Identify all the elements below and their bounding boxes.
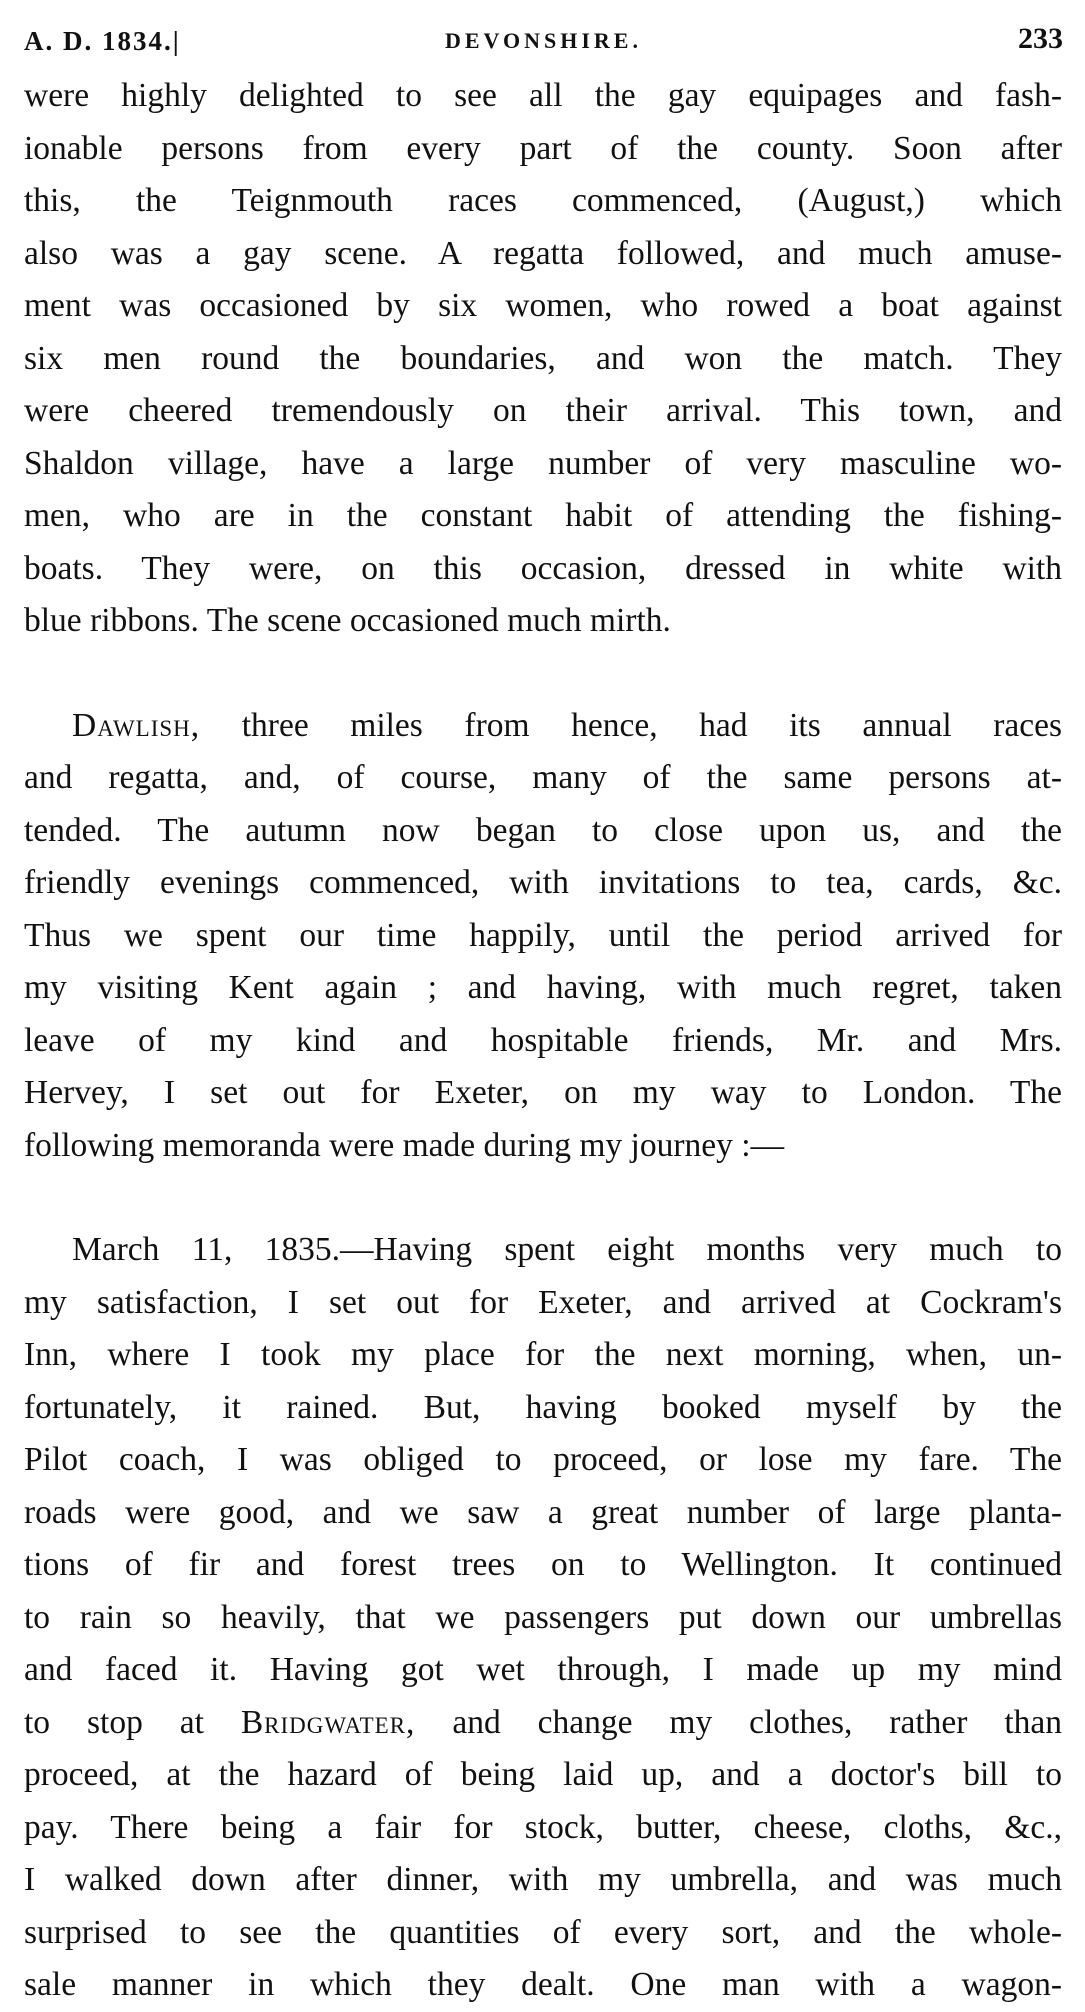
text-line: leave of my kind and hospitable friends, Mr. and Mrs. — [24, 1021, 1062, 1059]
text-line: tended. The autumn now began to close upon us, and the — [24, 811, 1062, 849]
text-run: to stop at — [24, 1703, 241, 1741]
text-line: tions of fir and forest trees on to Wellington. It continued — [24, 1546, 1062, 1583]
paragraph-3 — [24, 1224, 1062, 2012]
text-line: and faced it. Having got wet through, I made up my mind — [24, 1651, 1062, 1688]
text-line — [24, 700, 1062, 753]
text-line: ionable persons from every part of the county. Soon after — [24, 129, 1062, 167]
paragraph-2 — [24, 700, 1062, 1173]
text-line: Pilot coach, I was obliged to proceed, or lose my fare. The — [24, 1441, 1062, 1478]
text-run: and change my clothes, rather than — [415, 1703, 1062, 1741]
body-text — [24, 70, 1062, 2012]
text-line: also was a gay scene. A regatta followed, and much amuse- — [24, 234, 1062, 272]
text-line: sale manner in which they dealt. One man with a wagon- — [24, 1966, 1062, 2003]
text-line: Hervey, I set out for Exeter, on my way to London. The — [24, 1074, 1062, 1111]
place-name-bridgwater: Bridgwater, — [240, 1703, 416, 1741]
paragraph-gap — [24, 1172, 1062, 1224]
text-line: I walked down after dinner, with my umbrella, and was much — [24, 1861, 1062, 1898]
text-line: fortunately, it rained. But, having booked myself by the — [24, 1388, 1062, 1426]
text-line: six men round the boundaries, and won the match. They — [24, 339, 1062, 377]
text-line: men, who are in the constant habit of attending the fishing- — [24, 497, 1062, 534]
text-line: were cheered tremendously on their arrival. This town, and — [24, 392, 1062, 429]
text-line: my visiting Kent again ; and having, with much regret, taken — [24, 969, 1062, 1006]
text-line: Thus we spent our time happily, until the period arrived for — [24, 916, 1062, 954]
running-head — [24, 22, 1063, 70]
text-line: roads were good, and we saw a great number of large planta- — [24, 1493, 1062, 1531]
text-line: ment was occasioned by six women, who rowed a boat against — [24, 287, 1062, 324]
text-line: proceed, at the hazard of being laid up, and a doctor's bill to — [24, 1756, 1062, 1793]
text-line: boats. They were, on this occasion, dressed in white with — [24, 549, 1062, 587]
text-line — [24, 1697, 1062, 1750]
text-line: to rain so heavily, that we passengers put down our umbrellas — [24, 1598, 1062, 1636]
text-line: friendly evenings commenced, with invitations to tea, cards, &c. — [24, 864, 1062, 901]
place-name-dawlish: Dawlish, — [72, 706, 201, 744]
text-run: three miles from hence, had its annual races — [200, 706, 1062, 744]
text-line: pay. There being a fair for stock, butter, cheese, cloths, &c., — [24, 1808, 1062, 1846]
running-head-year: A. D. 1834.| — [24, 26, 181, 56]
paragraph-1 — [24, 70, 1062, 648]
page-number: 233 — [1018, 22, 1063, 55]
text-line: my satisfaction, I set out for Exeter, and arrived at Cockram's — [24, 1283, 1062, 1321]
text-line: surprised to see the quantities of every sort, and the whole- — [24, 1913, 1062, 1951]
running-head-title: DEVONSHIRE. — [445, 28, 642, 53]
text-line: and regatta, and, of course, many of the same persons at- — [24, 759, 1062, 796]
text-line: were highly delighted to see all the gay equipages and fash- — [24, 77, 1062, 114]
text-line: following memoranda were made during my journey :— — [24, 1126, 785, 1164]
text-line: Shaldon village, have a large number of very masculine wo- — [24, 444, 1062, 482]
paragraph-gap — [24, 648, 1062, 700]
text-line: Inn, where I took my place for the next morning, when, un- — [24, 1336, 1062, 1373]
text-line: this, the Teignmouth races commenced, (August,) which — [24, 182, 1062, 219]
text-line: March 11, 1835.—Having spent eight months very much to — [72, 1231, 1062, 1268]
text-line: blue ribbons. The scene occasioned much mirth. — [24, 602, 671, 639]
